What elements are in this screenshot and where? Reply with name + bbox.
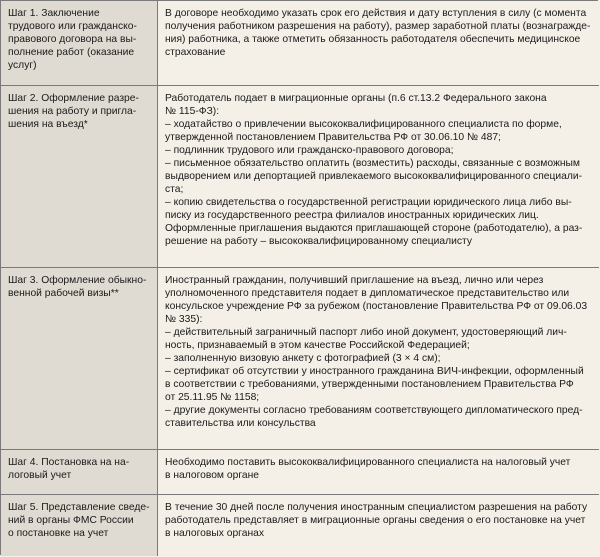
description-text-line: в соответствии с требованиями, утвержденными постановлением Правительства РФ [165,379,574,390]
description-text-line: Оформленные приглашения выдаются приглашающей стороне (работодателю), а раз- [165,223,583,234]
description-text-line: получения работником разрешения на работу), размер заработной платы (вознагражде- [165,21,591,32]
step-text-line: правового договора на вы- [8,34,137,45]
description-text-line: Работодатель подает в миграционные органы (п.6 ст.13.2 Федерального закона [165,93,547,104]
description-text-line: – копию свидетельства о государственной регистрации юридического лица либо вы- [165,197,572,208]
table-row [1,495,599,556]
description-text-line: – сертификат об отсутствии у иностранного гражданина ВИЧ-инфекции, оформленный [165,366,584,377]
step-text-line: услуг) [8,60,37,71]
description-text-line: – письменное обязательство оплатить (возместить) расходы, связанные с возможным [165,158,581,169]
step-text-line: венной рабочей визы** [8,288,119,299]
description-text-line: – другие документы согласно требованиям соответствующего дипломатического пред- [165,405,583,416]
table-row [1,450,599,495]
description-text-line: – действительный заграничный паспорт либо иной документ, удостоверяющий лич- [165,327,567,338]
step-text-line: Шаг 3. Оформление обыкно- [8,275,147,286]
step-text-line: Шаг 1. Заключение [8,8,100,19]
description-cell [158,1,599,85]
step-text-line: о постановке на учет [8,528,109,539]
description-text-line: выдворением или депортацией привлекаемого высококвалифицированного специали- [165,171,583,182]
table-row [1,86,599,268]
description-text-line: – ходатайство о привлечении высококвалифицированного специалиста по форме, [165,119,562,130]
table-row [1,1,599,86]
step-text-line: полнение работ (оказание [8,47,135,58]
step-cell [1,1,158,85]
description-cell [158,86,599,267]
step-cell [1,86,158,267]
step-cell [1,450,158,494]
step-cell [1,268,158,449]
description-text-line: Иностранный гражданин, получивший приглашение на въезд, лично или через [165,275,544,286]
step-text-line: логовый учет [8,470,72,481]
description-text-line: в налоговых органах [165,528,265,539]
description-text-line: утвержденной постановлением Правительства РФ от 30.06.10 № 487; [165,132,501,143]
description-text-line: уполномоченного представителя подает в дипломатическое представительство или [165,288,570,299]
description-text-line: консульское учреждение РФ за рубежом (постановление Правительства РФ от 09.06.03 [165,301,588,312]
step-cell [1,495,158,556]
description-text-line: ность, признаваемый в этом качестве Российской Федерацией; [165,340,470,351]
step-text-line: Шаг 5. Представление сведе- [8,502,150,513]
table-row [1,268,599,450]
description-text-line: № 115-ФЗ): [165,106,220,117]
description-cell [158,450,599,494]
description-cell [158,495,599,556]
description-text-line: страхование [165,47,226,58]
description-text-line: от 25.11.95 № 1158; [165,392,260,403]
description-text-line: – подлинник трудового или гражданско-правового договора; [165,145,454,156]
step-text-line: шения на работу и пригла- [8,106,137,117]
description-text-line: работодатель представляет в миграционные органы сведения о его постановке на учет [165,515,586,526]
step-text-line: трудового или гражданско- [8,21,137,32]
description-text-line: в налоговом органе [165,470,259,481]
description-text-line: ния) работника, а также отметить обязанность работодателя обеспечить медицинское [165,34,581,45]
step-text-line: Шаг 2. Оформление разре- [8,93,139,104]
description-text-line: В договоре необходимо указать срок его действия и дату вступления в силу (с момента [165,8,587,19]
description-text-line: – заполненную визовую анкету с фотографией (3 × 4 см); [165,353,441,364]
description-text-line: ста; [165,184,184,195]
description-text-line: писку из государственного реестра филиалов иностранных юридических лиц. [165,210,539,221]
description-text-line: решение на работу – высококвалифицированному специалисту [165,236,473,247]
description-text-line: В течение 30 дней после получения иностранным специалистом разрешения на работу [165,502,588,513]
description-text-line: № 335): [165,314,203,325]
description-text-line: ставительства или консульства [165,418,316,429]
step-text-line: ний в органы ФМС России [8,515,134,526]
step-text-line: шения на въезд* [8,119,88,130]
description-text-line: Необходимо поставить высококвалифицированного специалиста на налоговый учет [165,457,571,468]
step-text-line: Шаг 4. Постановка на на- [8,457,130,468]
description-cell [158,268,599,449]
